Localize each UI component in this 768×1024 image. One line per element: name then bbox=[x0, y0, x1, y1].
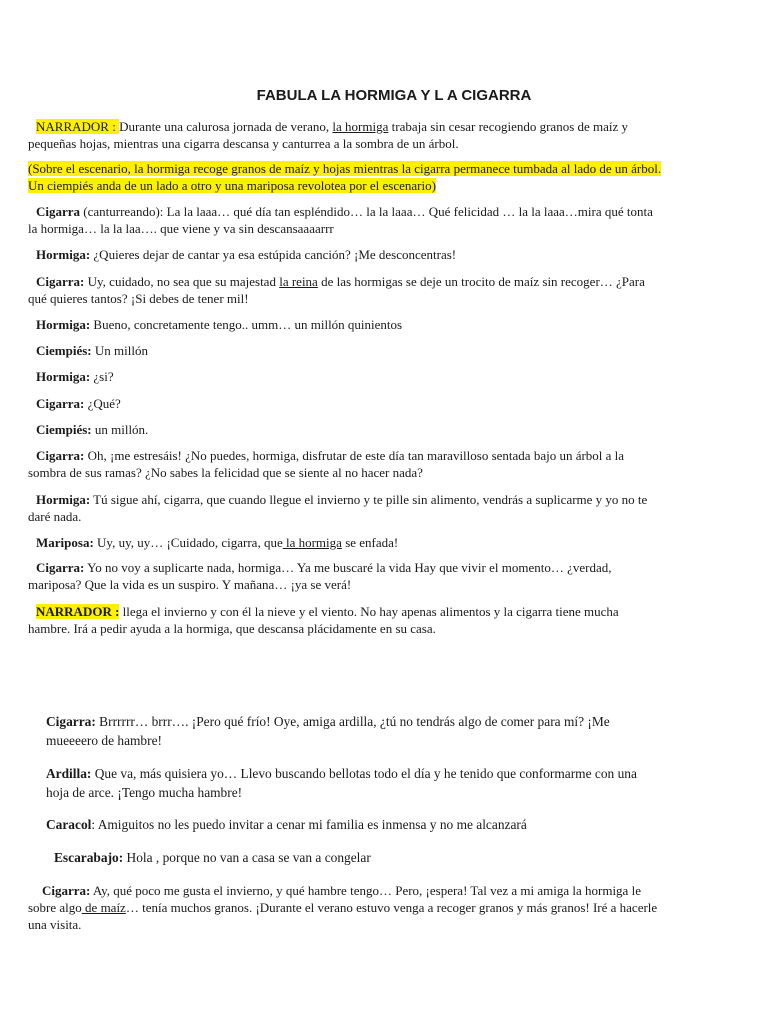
paragraph-text: … tenía muchos granos. ¡Durante el verano estuvo venga a recoger granos y más granos! Iré a hacerle una visita. bbox=[28, 900, 658, 932]
paragraph-hormiga-3 bbox=[28, 368, 664, 385]
paragraph-ciempies-1 bbox=[28, 342, 664, 359]
paragraph-text: Durante una calurosa jornada de verano, bbox=[119, 119, 333, 134]
speaker-label: Cigarra: bbox=[36, 560, 85, 575]
document-title: FABULA LA HORMIGA Y L A CIGARRA bbox=[256, 87, 532, 104]
underlined-text: la hormiga bbox=[332, 119, 389, 134]
speaker-label: NARRADOR : bbox=[36, 119, 120, 134]
paragraph-cigarra-6 bbox=[46, 712, 646, 750]
paragraph-cigarra-7 bbox=[28, 882, 668, 933]
speaker-label: Ciempiés: bbox=[36, 422, 92, 437]
speaker-label: Cigarra: bbox=[42, 883, 91, 898]
paragraph-text: Bueno, concretamente tengo.. umm… un millón quinientos bbox=[90, 317, 403, 332]
paragraph-text: Hola , porque no van a casa se van a congelar bbox=[123, 850, 371, 865]
paragraph-text: de las hormigas se deje un trocito de maíz sin recoger… ¿Para qué quieres tantos? ¡Si debes de tener mil! bbox=[28, 274, 645, 306]
paragraph-text: Un millón bbox=[91, 343, 148, 358]
paragraph-cigarra-1 bbox=[28, 203, 664, 237]
speaker-label: Hormiga: bbox=[36, 247, 91, 262]
paragraph-narrator-2 bbox=[28, 603, 664, 637]
speaker-label: NARRADOR : bbox=[36, 604, 120, 619]
underlined-text: la hormiga bbox=[282, 535, 342, 550]
underlined-text: la reina bbox=[279, 274, 318, 289]
speaker-label: Ciempiés: bbox=[36, 343, 92, 358]
paragraph-text: trabaja sin cesar recogiendo granos de maíz y pequeñas hojas, mientras una cigarra descansa y canturrea a la sombra de un árbol. bbox=[28, 119, 629, 151]
speaker-label: Hormiga: bbox=[36, 492, 91, 507]
speaker-label: Cigarra: bbox=[36, 448, 85, 463]
speaker-label: Cigarra: bbox=[36, 396, 85, 411]
paragraph-text: Brrrrrr… brrr…. ¡Pero qué frío! Oye, amiga ardilla, ¿tú no tendrás algo de comer para mí? ¡Me mueeeero de hambre! bbox=[46, 714, 610, 748]
paragraph-cigarra-2 bbox=[28, 273, 664, 307]
paragraph-text: Uy, cuidado, no sea que su majestad bbox=[84, 274, 280, 289]
paragraph-text: ¿si? bbox=[90, 369, 114, 384]
paragraph-text: Que va, más quisiera yo… Llevo buscando bellotas todo el día y he tenido que conformarme con una hoja de arce. ¡Tengo mucha hambre! bbox=[46, 766, 637, 800]
paragraph-text: ¿Qué? bbox=[84, 396, 121, 411]
speaker-label: Hormiga: bbox=[36, 369, 91, 384]
paragraph-text: llega el invierno y con él la nieve y el viento. No hay apenas alimentos y la cigarra tiene mucha hambre. Irá a pedir ayuda a la hormiga, que descansa plácidamente en su casa. bbox=[28, 604, 619, 636]
paragraph-hormiga-1 bbox=[28, 246, 664, 263]
paragraph-text: Tú sigue ahí, cigarra, que cuando llegue el invierno y te pille sin alimento, vendrás a suplicarme y yo no te daré nada. bbox=[28, 492, 648, 524]
paragraph-ardilla-1 bbox=[46, 764, 646, 802]
paragraph-cigarra-3 bbox=[28, 395, 664, 412]
paragraph-text: Oh, ¡me estresáis! ¿No puedes, hormiga, disfrutar de este día tan maravilloso sentada bajo un árbol a la sombra de sus ramas? ¿No sabes la felicidad que se siente al no hacer nada? bbox=[28, 448, 625, 480]
highlighted-text: (Sobre el escenario, la hormiga recoge granos de maíz y hojas mientras la cigarra permanece tumbada al lado de un árbol. Un ciempiés anda de un lado a otro y una mariposa revolotea por el escenario) bbox=[28, 161, 662, 193]
paragraph-text: Ay, qué poco me gusta el invierno, y qué hambre tengo… Pero, ¡espera! Tal vez a mi amiga la hormiga le sobre algo bbox=[28, 883, 641, 915]
paragraph-escarabajo-1 bbox=[54, 848, 644, 867]
paragraph-narrator-1 bbox=[28, 118, 664, 152]
paragraph-text: se enfada! bbox=[341, 535, 399, 550]
paragraph-hormiga-2 bbox=[28, 316, 664, 333]
paragraph-text: (canturreando): La la laaa… qué día tan espléndido… la la laaa… Qué felicidad … la la laaa…mira qué tonta la hormiga… la la laa…. que viene y va sin descansaaaarrr bbox=[28, 204, 653, 236]
paragraph-stage-direction bbox=[28, 160, 664, 194]
speaker-label: Ardilla: bbox=[46, 766, 92, 781]
speaker-label: Cigarra bbox=[36, 204, 81, 219]
paragraph-ciempies-2 bbox=[28, 421, 664, 438]
paragraph-hormiga-4 bbox=[28, 491, 664, 525]
paragraph-cigarra-4 bbox=[28, 447, 664, 481]
speaker-label: Cigarra: bbox=[46, 714, 96, 729]
speaker-label: Caracol bbox=[46, 817, 92, 832]
paragraph-text: un millón. bbox=[91, 422, 149, 437]
paragraph-text: Yo no voy a suplicarte nada, hormiga… Ya me buscaré la vida Hay que vivir el momento… ¿verdad, mariposa? Que la vida es un suspiro. Y mañana… ¡ya se verá! bbox=[28, 560, 612, 592]
paragraph-mariposa-1 bbox=[28, 534, 664, 551]
paragraph-cigarra-5 bbox=[28, 559, 664, 593]
paragraph-text: ¿Quieres dejar de cantar ya esa estúpida canción? ¡Me desconcentras! bbox=[90, 247, 457, 262]
speaker-label: Hormiga: bbox=[36, 317, 91, 332]
speaker-label: Escarabajo: bbox=[54, 850, 124, 865]
speaker-label: Mariposa: bbox=[36, 535, 94, 550]
paragraph-text: Uy, uy, uy… ¡Cuidado, cigarra, que bbox=[93, 535, 283, 550]
paragraph-caracol-1 bbox=[46, 815, 646, 834]
underlined-text: de maíz bbox=[81, 900, 126, 915]
speaker-label: Cigarra: bbox=[36, 274, 85, 289]
paragraph-text: : Amiguitos no les puedo invitar a cenar mi familia es inmensa y no me alcanzará bbox=[91, 817, 527, 832]
